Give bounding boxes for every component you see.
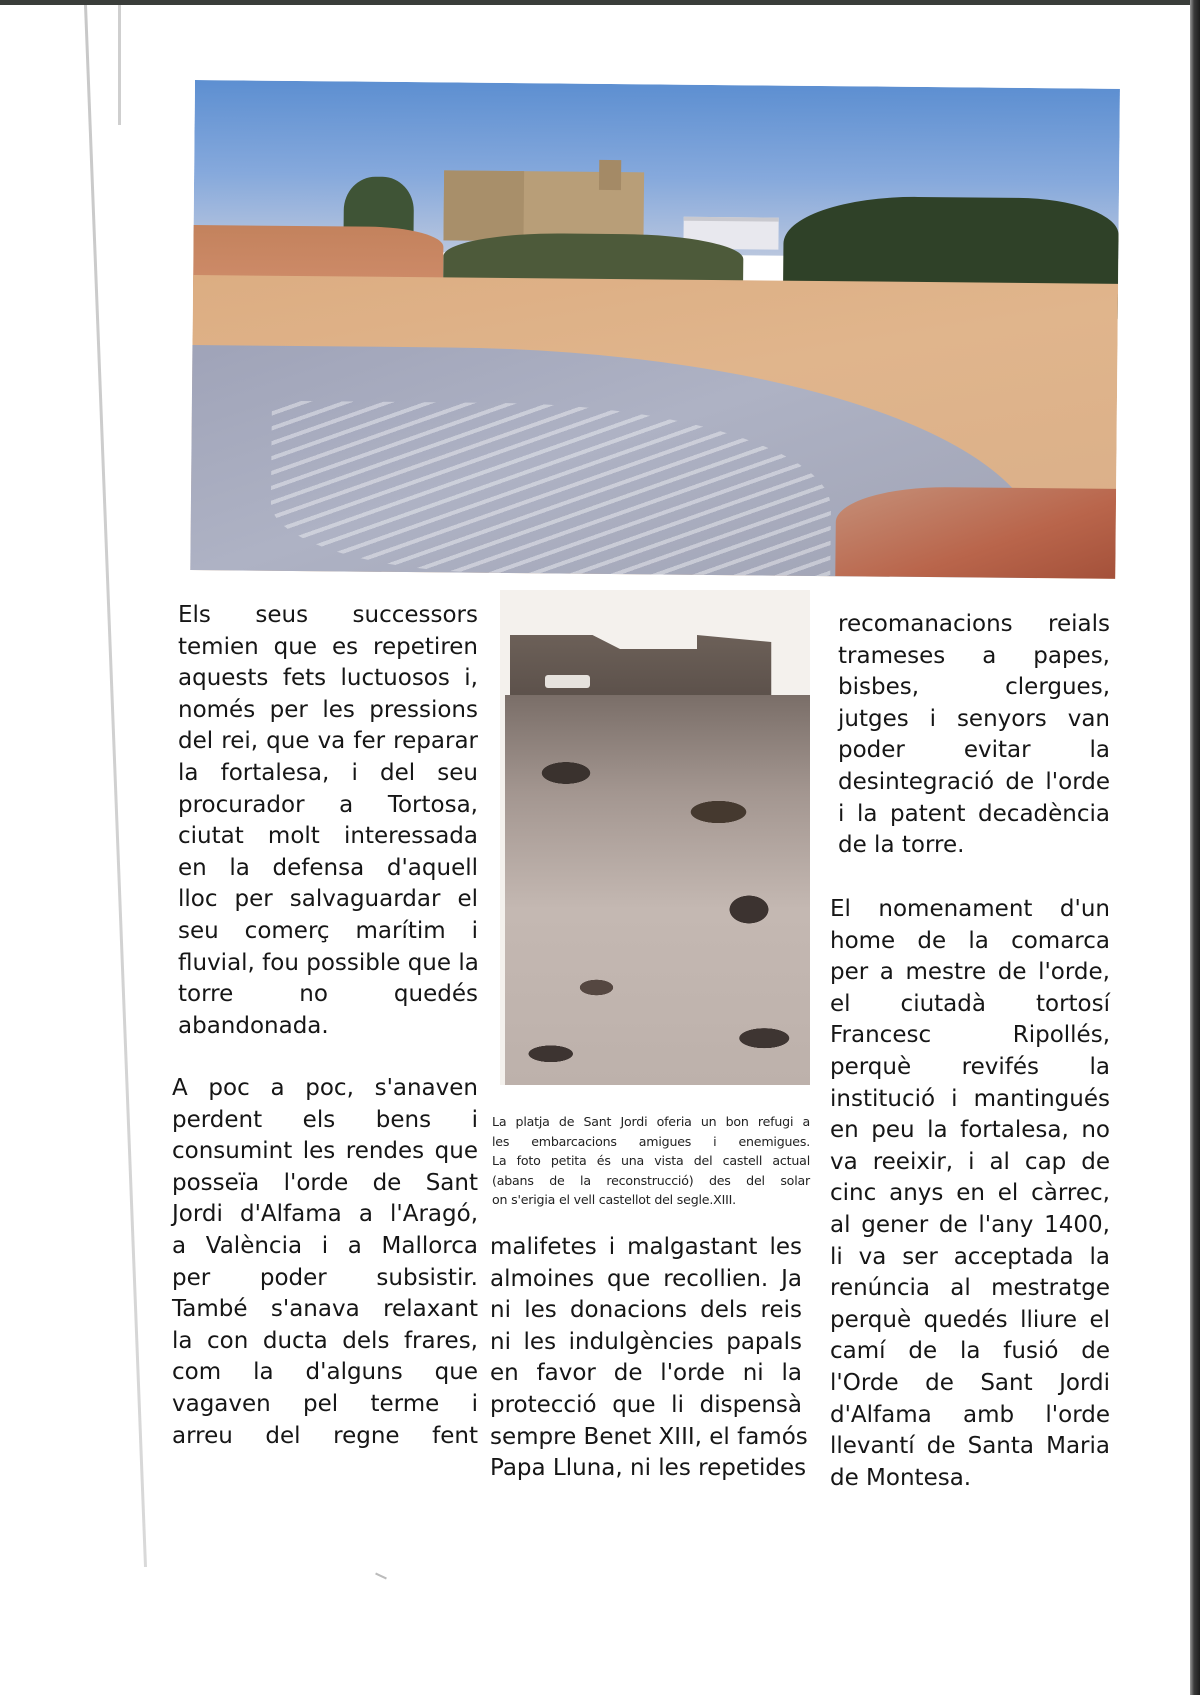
text-line: A poc a poc, s'anaven — [172, 1075, 478, 1101]
text-line: almoines que recollien. Ja — [490, 1265, 802, 1292]
text-line: la fortalesa, i del seu — [178, 759, 478, 786]
text-line: recomanacions reials — [838, 611, 1110, 637]
text-line: li va ser acceptada la — [830, 1243, 1110, 1270]
text-line: en peu la fortalesa, no — [830, 1117, 1110, 1144]
scan-right-edge — [1190, 0, 1200, 1695]
text-line: perquè quedés lliure el — [830, 1306, 1110, 1333]
beach-castle-photo — [190, 80, 1120, 579]
text-line: de la torre. — [838, 832, 965, 859]
text-line: desintegració de l'orde — [838, 768, 1110, 795]
column3-paragraph2 — [830, 894, 1110, 1494]
text-line: Els seus successors — [178, 602, 478, 628]
text-line: la con ducta dels frares, — [172, 1327, 478, 1354]
text-line: en la defensa d'aquell — [178, 854, 478, 881]
text-line: perquè revifés la — [830, 1053, 1110, 1080]
text-line: trameses a papes, — [838, 642, 1110, 669]
photo-caption — [492, 1112, 810, 1210]
caption-line: La foto petita és una vista del castell actual — [492, 1153, 810, 1168]
text-line: per a mestre de l'orde, — [830, 959, 1110, 986]
caption-line: La platja de Sant Jordi oferia un bon refugi a — [492, 1114, 810, 1129]
page-fold-line — [84, 5, 147, 1567]
text-line: sempre Benet XIII, el famós — [490, 1423, 808, 1450]
photo-castle — [443, 170, 644, 242]
text-line: Jordi d'Alfama a l'Aragó, — [172, 1201, 478, 1228]
text-line: aquests fets luctuosos i, — [178, 665, 478, 692]
photo-castle-tower — [443, 170, 524, 241]
text-line: bisbes, clergues, — [838, 674, 1110, 701]
column2-text — [490, 1232, 808, 1485]
photo-castle-turret — [599, 160, 621, 190]
page-fold-line-top — [118, 5, 121, 125]
text-line: renúncia al mestratge — [830, 1275, 1110, 1302]
text-line: llevantí de Santa Maria — [830, 1433, 1110, 1460]
text-line: per poder subsistir. — [172, 1264, 478, 1291]
text-line: només per les pressions — [178, 696, 478, 723]
text-line: l'Orde de Sant Jordi — [830, 1369, 1110, 1396]
column3-paragraph1 — [838, 609, 1110, 862]
text-line: cinc anys en el càrrec, — [830, 1180, 1110, 1207]
text-line: va reeixir, i al cap de — [830, 1148, 1110, 1175]
text-line: com la d'alguns que — [172, 1359, 478, 1386]
text-line: lloc per salvaguardar el — [178, 886, 478, 913]
text-line: poder evitar la — [838, 737, 1110, 764]
text-line: vagaven pel terme i — [172, 1390, 478, 1417]
text-line: seu comerç marítim i — [178, 917, 478, 944]
text-line: malifetes i malgastant les — [490, 1234, 802, 1260]
text-line: Papa Lluna, ni les repetides — [490, 1455, 807, 1482]
text-line: ni les indulgències papals — [490, 1328, 802, 1355]
text-line: i la patent decadència — [838, 800, 1110, 827]
text-line: arreu del regne fent — [172, 1422, 478, 1449]
text-line: ni les donacions dels reis — [490, 1297, 802, 1324]
bw-photo-van — [545, 675, 590, 688]
text-line: ciutat molt interessada — [178, 823, 478, 850]
text-line: consumint les rendes que — [172, 1138, 478, 1165]
column1-paragraph2 — [172, 1073, 478, 1452]
bw-photo-rocky-ground — [505, 695, 810, 1085]
text-line: institució i mantingués — [830, 1085, 1110, 1112]
text-line: abandonada. — [178, 1012, 329, 1039]
caption-line: (abans de la reconstrucció) des del solar — [492, 1172, 810, 1188]
text-line: el ciutadà tortosí — [830, 990, 1110, 1017]
scan-top-edge — [0, 0, 1200, 5]
text-line: Francesc Ripollés, — [830, 1022, 1110, 1049]
text-line: al gener de l'any 1400, — [830, 1211, 1110, 1238]
text-line: El nomenament d'un — [830, 896, 1110, 922]
text-line: d'Alfama amb l'orde — [830, 1401, 1110, 1428]
text-line: de Montesa. — [830, 1464, 972, 1491]
text-line: camí de la fusió de — [830, 1338, 1110, 1365]
text-line: torre no quedés — [178, 981, 478, 1008]
caption-line: on s'erigia el vell castellot del segle.XIII. — [492, 1192, 736, 1207]
text-line: procurador a Tortosa, — [178, 791, 478, 818]
text-line: També s'anava relaxant — [172, 1296, 478, 1323]
text-line: perdent els bens i — [172, 1106, 478, 1133]
photo-rock-right — [835, 486, 1116, 579]
column1-paragraph1 — [178, 600, 478, 1042]
text-line: fluvial, fou possible que la — [178, 949, 479, 976]
text-line: home de la comarca — [830, 927, 1110, 954]
text-line: a València i a Mallorca — [172, 1232, 478, 1259]
text-line: en favor de l'orde ni la — [490, 1360, 802, 1387]
scan-artifact — [375, 1573, 387, 1580]
text-line: posseïa l'orde de Sant — [172, 1169, 478, 1196]
text-line: protecció que li dispensà — [490, 1391, 802, 1418]
text-line: temien que es repetiren — [178, 633, 478, 660]
castle-bw-photo — [500, 590, 810, 1085]
text-line: del rei, que va fer reparar — [178, 728, 478, 755]
caption-line: les embarcacions amigues i enemigues. — [492, 1133, 810, 1149]
text-line: jutges i senyors van — [838, 705, 1110, 732]
